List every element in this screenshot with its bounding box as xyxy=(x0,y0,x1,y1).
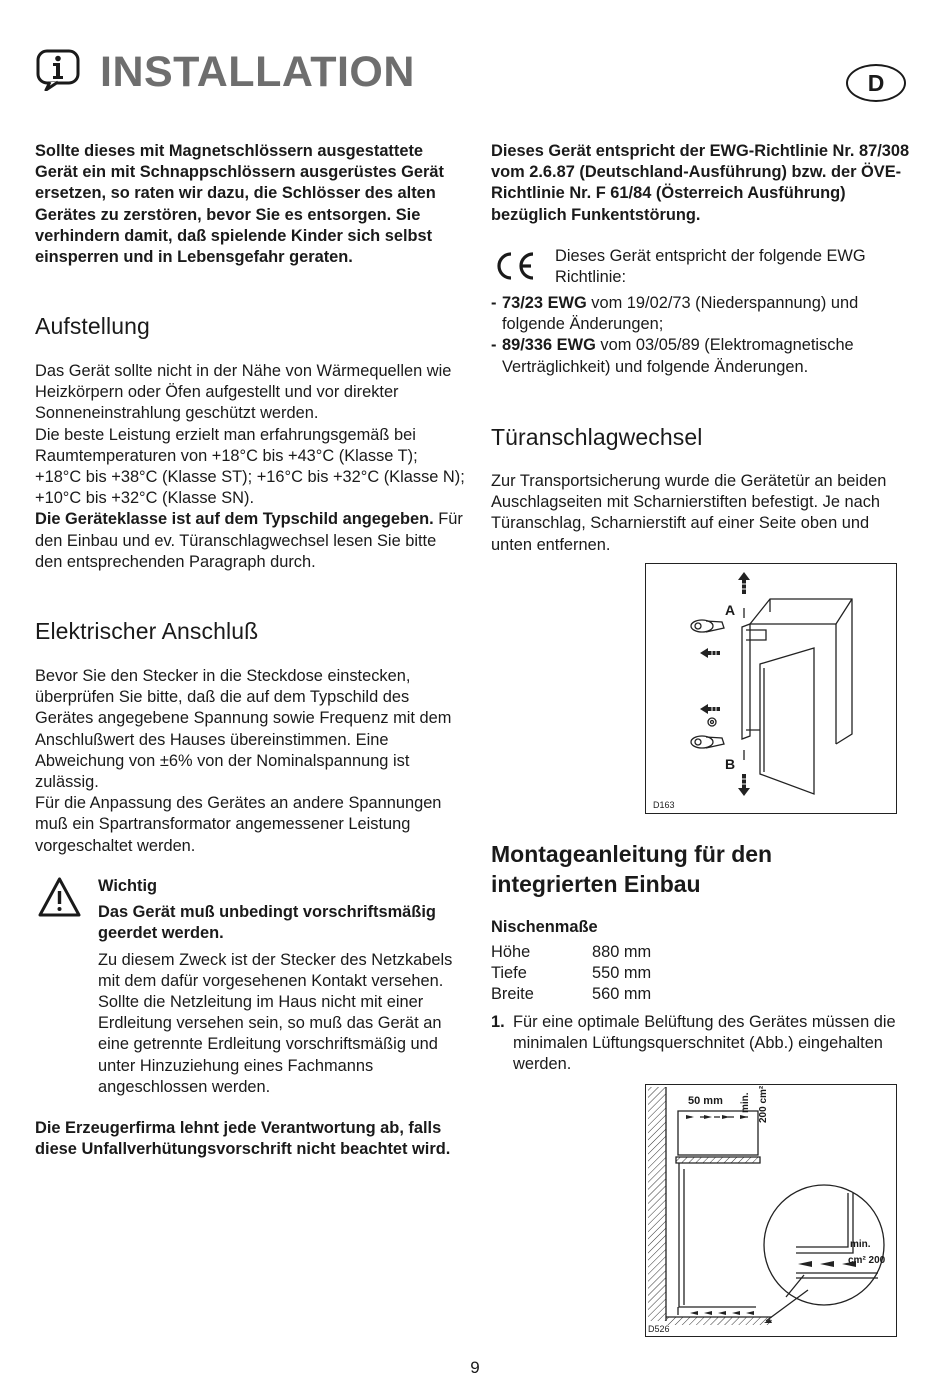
figure-code: D163 xyxy=(653,800,675,810)
dimension-value: 560 mm xyxy=(592,985,652,1004)
ce-mark-icon xyxy=(492,250,537,282)
area-label-bottom: cm² 200 xyxy=(848,1255,886,1266)
directive-continuation: folgende Änderungen; xyxy=(502,315,664,334)
dimension-label: Höhe xyxy=(491,943,531,961)
door-hinge-figure xyxy=(645,563,897,814)
einbau-note: Für den Einbau und ev. Türanschlagwechsel lesen Sie bitte den entsprechenden Paragraph durch. xyxy=(35,510,463,571)
niche-dimensions-table xyxy=(491,942,651,1006)
warning-block xyxy=(98,876,460,1098)
heading-aufstellung: Aufstellung xyxy=(35,313,150,339)
ce-compliance-text: Dieses Gerät entspricht der folgende EWG Richtlinie: xyxy=(555,247,866,287)
step-number: 1. xyxy=(491,1013,505,1031)
aufstellung-body xyxy=(35,361,465,573)
directive-continuation: Verträglichkeit) und folgende Änderungen. xyxy=(502,357,809,376)
warning-paragraph-2: Sollte die Netzleitung im Haus nicht mit einer Erdleitung versehen sein, so muß das Gerät an eine getrennte Erdleitung vorschriftsmäßig und unter Hinzuziehung eines Fachmanns angeschlossen werden. xyxy=(98,993,442,1096)
ventilation-figure xyxy=(645,1084,897,1337)
figure-label-a: A xyxy=(725,602,736,618)
dimension-50mm: 50 mm xyxy=(688,1095,723,1107)
list-item xyxy=(491,293,911,335)
list-dash: - xyxy=(491,336,497,355)
info-icon xyxy=(36,49,80,91)
list-dash: - xyxy=(491,294,497,312)
ewg-directive-text: Dieses Gerät entspricht der EWG-Richtlinie Nr. 87/308 vom 2.6.87 (Deutschland-Ausführung) bzw. der ÖVE-Richtlinie Nr. F 61/84 (Österreich Ausführung) bezüglich Funkentstörung. xyxy=(491,142,910,224)
warning-grounding: Das Gerät muß unbedingt vorschriftsmäßig geerdet werden. xyxy=(98,903,436,943)
warning-triangle-icon xyxy=(37,876,82,918)
directive-list xyxy=(491,293,911,378)
geraeteklasse-note: Die Geräteklasse ist auf dem Typschild angegeben. xyxy=(35,510,434,529)
list-item xyxy=(491,335,911,377)
directive-code: 89/336 EWG xyxy=(502,336,596,355)
heading-elektrischer-anschluss: Elektrischer Anschluß xyxy=(35,618,259,644)
step-text: Für eine optimale Belüftung des Gerätes müssen die minimalen Lüftungsquerschnitet (Abb.) eingehalten werden. xyxy=(513,1013,896,1074)
elektrisch-body xyxy=(35,666,465,857)
intro-warning-text: Sollte dieses mit Magnetschlössern ausgestattete Gerät ein mit Schnappschlössern ausgerüstes Gerät ersetzen, so raten wir dazu, die Schlösser des alten Gerätes zu zerstören, bevor Sie es entsorgen. Sie verhindern damit, daß spielende Kinder sich selbst einsperren und in Lebensgefahr geraten. xyxy=(35,142,444,267)
min-label-bottom: min. xyxy=(850,1239,871,1250)
dimension-value: 550 mm xyxy=(592,964,652,983)
page-number: 9 xyxy=(470,1358,480,1377)
directive-code: 73/23 EWG xyxy=(502,294,587,312)
figure-code: D526 xyxy=(648,1324,670,1334)
warning-paragraph-1: Zu diesem Zweck ist der Stecker des Netzkabels mit dem dafür vorgesehenen Kontakt versehen. xyxy=(98,950,453,990)
dimension-label: Breite xyxy=(491,985,534,1004)
directive-description: vom 03/05/89 (Elektromagnetische xyxy=(595,336,854,355)
aufstellung-paragraph-1: Das Gerät sollte nicht in der Nähe von Wärmequellen wie Heizkörpern oder Öfen aufgestellt und vor direkter Sonneneinstrahlung geschützt werden. xyxy=(35,362,452,423)
min-label-top: min. xyxy=(740,1092,751,1113)
page-title: INSTALLATION xyxy=(100,48,415,96)
heading-tueranschlagwechsel: Türanschlagwechsel xyxy=(491,424,703,450)
area-label-top: 200 cm² xyxy=(758,1085,769,1123)
disclaimer-text: Die Erzeugerfirma lehnt jede Verantwortung ab, falls diese Unfallverhütungsvorschrift nicht beachtet wird. xyxy=(35,1119,451,1159)
directive-description: vom 19/02/73 (Niederspannung) und xyxy=(586,294,859,312)
elektrisch-paragraph-2: Für die Anpassung des Gerätes an andere Spannungen muß ein Spartransformator angemessener Leistung vorgeschaltet werden. xyxy=(35,794,442,855)
dimension-label: Tiefe xyxy=(491,964,527,983)
nischenmasse-subheading: Nischenmaße xyxy=(491,918,598,936)
ventilation-illustration xyxy=(646,1085,895,1335)
heading-montageanleitung xyxy=(491,839,911,899)
warning-title: Wichtig xyxy=(98,877,158,895)
step-1 xyxy=(491,1012,901,1076)
figure-label-b: B xyxy=(725,756,736,772)
aufstellung-paragraph-3 xyxy=(35,509,465,573)
elektrisch-paragraph-1: Bevor Sie den Stecker in die Steckdose einstecken, überprüfen Sie bitte, daß die auf dem Typschild des Gerätes angegebene Spannung sowie Frequenz mit dem Anschlußwert des Hauses übereinstimmen. Eine Abweichung von ±6% von der Nominalspannung ist zulässig. xyxy=(35,667,452,792)
dimension-value: 880 mm xyxy=(592,943,652,961)
aufstellung-paragraph-2: Die beste Leistung erzielt man erfahrungsgemäß bei Raumtemperaturen von +18°C bis +43°C (Klasse T); +18°C bis +38°C (Klasse ST); +16°C bis +32°C (Klasse N); +10°C bis +32°C (Klasse SN). xyxy=(35,425,465,508)
tueranschlag-paragraph: Zur Transportsicherung wurde die Gerätetür an beiden Auschlagseiten mit Scharnierstiften befestigt. Je nach Türanschlag, Scharnierstift auf einer Seite oben und unten entfernen. xyxy=(491,472,887,554)
language-badge: D xyxy=(846,64,906,102)
montage-heading-line-1: Montageanleitung für den xyxy=(491,841,773,867)
montage-heading-line-2: integrierten Einbau xyxy=(491,871,701,897)
door-hinge-illustration xyxy=(646,564,895,812)
